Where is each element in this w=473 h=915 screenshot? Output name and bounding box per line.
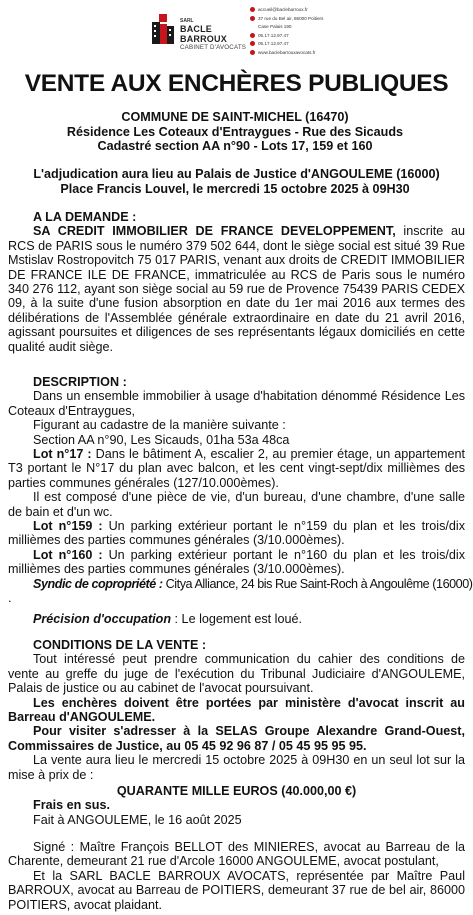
signature-p1: Signé : Maître François BELLOT des MINIERES, avocat au Barreau de la Charente, demeurant 21 rue d'Arcole 16000 ANGOULEME, avocat postulant, — [8, 840, 465, 869]
starting-price: QUARANTE MILLE EUROS (40.000,00 €) — [116, 784, 357, 799]
logo-subtitle: CABINET D'AVOCATS — [180, 44, 247, 51]
contact-email: accueil@baclebarroux.fr — [250, 6, 340, 15]
demande-heading: A LA DEMANDE : — [33, 210, 137, 224]
notice-title: VENTE AUX ENCHÈRES PUBLIQUES — [24, 70, 449, 97]
lot-159 — [8, 519, 465, 548]
contact-details — [250, 6, 340, 58]
letterhead — [0, 0, 473, 62]
law-firm-logo — [150, 10, 247, 51]
lot-17-text: Dans le bâtiment A, escalier 2, au premier étage, un appartement T3 portant le N°17 du plan avec balcon, et les cent vingt-sept/dix millièmes des parties communes générales (127/10.000èmes). — [8, 447, 465, 490]
occupation-label: Précision d'occupation — [33, 611, 172, 626]
stray-dot: . — [8, 591, 12, 606]
logo-firm-name: BACLE BARROUX — [180, 24, 227, 44]
adjudication-line-2: Place Francis Louvel, le mercredi 15 octobre 2025 à 09H30 — [60, 181, 410, 196]
contact-case: Case Palais 190 — [258, 24, 292, 30]
description-heading: DESCRIPTION : — [33, 375, 127, 389]
conditions-p4: La vente aura lieu le mercredi 15 octobre 2025 à 09H30 en un seul lot sur la mise à prix de : — [8, 753, 465, 782]
plaintiff-details: inscrite au RCS de PARIS sous le numéro 379 502 644, dont le siège social est situé 39 Rue Mstislav Rostropovitch 75 017 PARIS, venant aux droits de CREDIT IMMOBILIER DE FRANCE ILE DE FRANCE, immatriculée au RCS de Paris sous le numéro 340 276 112, ayant son siège social au 59 rue de Provence 75439 PARIS CEDEX 09, à la suite d'une fusion absorption en date du 1er mai 2016 aux termes des délibérations de l'Assemblée générale extraordinaire en date du 21 avril 2016, agissant poursuites et diligences de ses représentants légaux domiciliés en cette qualité audit siège. — [8, 224, 466, 354]
lot-159-label: Lot n°159 : — [33, 519, 103, 534]
location-icon — [250, 16, 255, 21]
lot-17-composition: Il est composé d'une pièce de vie, d'un bureau, d'une chambre, d'une salle de bain et d'un wc. — [8, 490, 465, 519]
lot-17-label: Lot n°17 : — [33, 447, 92, 462]
figurant-line: Figurant au cadastre de la manière suivante : — [33, 418, 286, 433]
residence-line: Résidence Les Coteaux d'Entraygues - Rue des Sicauds — [66, 124, 404, 139]
logo-sarl: SARL — [180, 18, 194, 24]
signatures-section — [8, 840, 465, 912]
adjudication-line-1: L'adjudication aura lieu au Palais de Justice d'ANGOULEME (16000) — [33, 167, 440, 181]
cadastre-line: Cadastré section AA n°90 - Lots 17, 159 et 160 — [97, 139, 373, 153]
plaintiff-name: SA CREDIT IMMOBILIER DE FRANCE DEVELOPPEMENT, — [33, 224, 396, 239]
occupation-text: : Le logement est loué. — [171, 611, 302, 626]
frais-line: Frais en sus. — [33, 798, 110, 813]
fax-icon — [250, 41, 255, 46]
conditions-p3: Pour visiter s'adresser à la SELAS Groupe Alexandre Grand-Ouest, Commissaires de Justice, au 05 45 92 96 87 / 05 45 95 95 95. — [8, 724, 465, 753]
contact-address: 37 rue du Bel air, 86000 Poitiers — [250, 15, 340, 24]
syndic-label: Syndic de copropriété : — [33, 576, 163, 591]
demande-paragraph — [8, 224, 465, 354]
lot-160-label: Lot n°160 : — [33, 547, 103, 562]
signature-p2: Et la SARL BACLE BARROUX AVOCATS, représentée par Maître Paul BARROUX, avocat au Barreau de POITIERS, demeurant 37 rue de bel air, 86000 POITIERS, avocat plaidant. — [8, 868, 465, 912]
section-line: Section AA n°90, Les Sicauds, 01ha 53a 48ca — [33, 432, 290, 447]
contact-website: www.baclebarrouxavocats.fr — [250, 49, 340, 58]
conditions-section — [8, 638, 465, 827]
building-logo-icon — [150, 12, 176, 46]
contact-phone: 05.17.12.97.47 — [250, 32, 340, 41]
syndic-line — [8, 576, 473, 591]
lot-160 — [8, 548, 465, 577]
fait-line: Fait à ANGOULEME, le 16 août 2025 — [33, 812, 242, 827]
email-icon — [250, 7, 255, 12]
contact-fax: 05.17.12.97.47 — [250, 40, 340, 49]
phone-icon — [250, 33, 255, 38]
description-section — [8, 375, 473, 626]
lot-160-text: Un parking extérieur portant le n°160 du plan et les trois/dix millièmes des parties communes générales (3/10.000èmes). — [8, 547, 465, 577]
conditions-heading: CONDITIONS DE LA VENTE : — [33, 638, 207, 652]
description-intro: Dans un ensemble immobilier à usage d'habitation dénommé Résidence Les Coteaux d'Entraygues, — [8, 389, 465, 418]
globe-icon — [250, 50, 255, 55]
conditions-p1: Tout intéressé peut prendre communication du cahier des conditions de vente au greffe du juge de l'exécution du Tribunal Judiciaire d'ANGOULEME, Palais de justice ou au cabinet de l'avocat poursuivant. — [8, 652, 465, 696]
syndic-text: Citya Alliance, 24 bis Rue Saint-Roch à Angoulême (16000) — [162, 576, 473, 591]
lot-159-text: Un parking extérieur portant le n°159 du plan et les trois/dix millièmes des parties communes générales (3/10.000èmes). — [8, 519, 465, 548]
demande-section — [8, 210, 465, 354]
conditions-p2: Les enchères doivent être portées par ministère d'avocat inscrit au Barreau d'ANGOULEME. — [8, 695, 465, 725]
occupation-line — [8, 612, 465, 626]
lot-17 — [8, 447, 465, 490]
commune-line: COMMUNE DE SAINT-MICHEL (16470) — [121, 110, 349, 124]
